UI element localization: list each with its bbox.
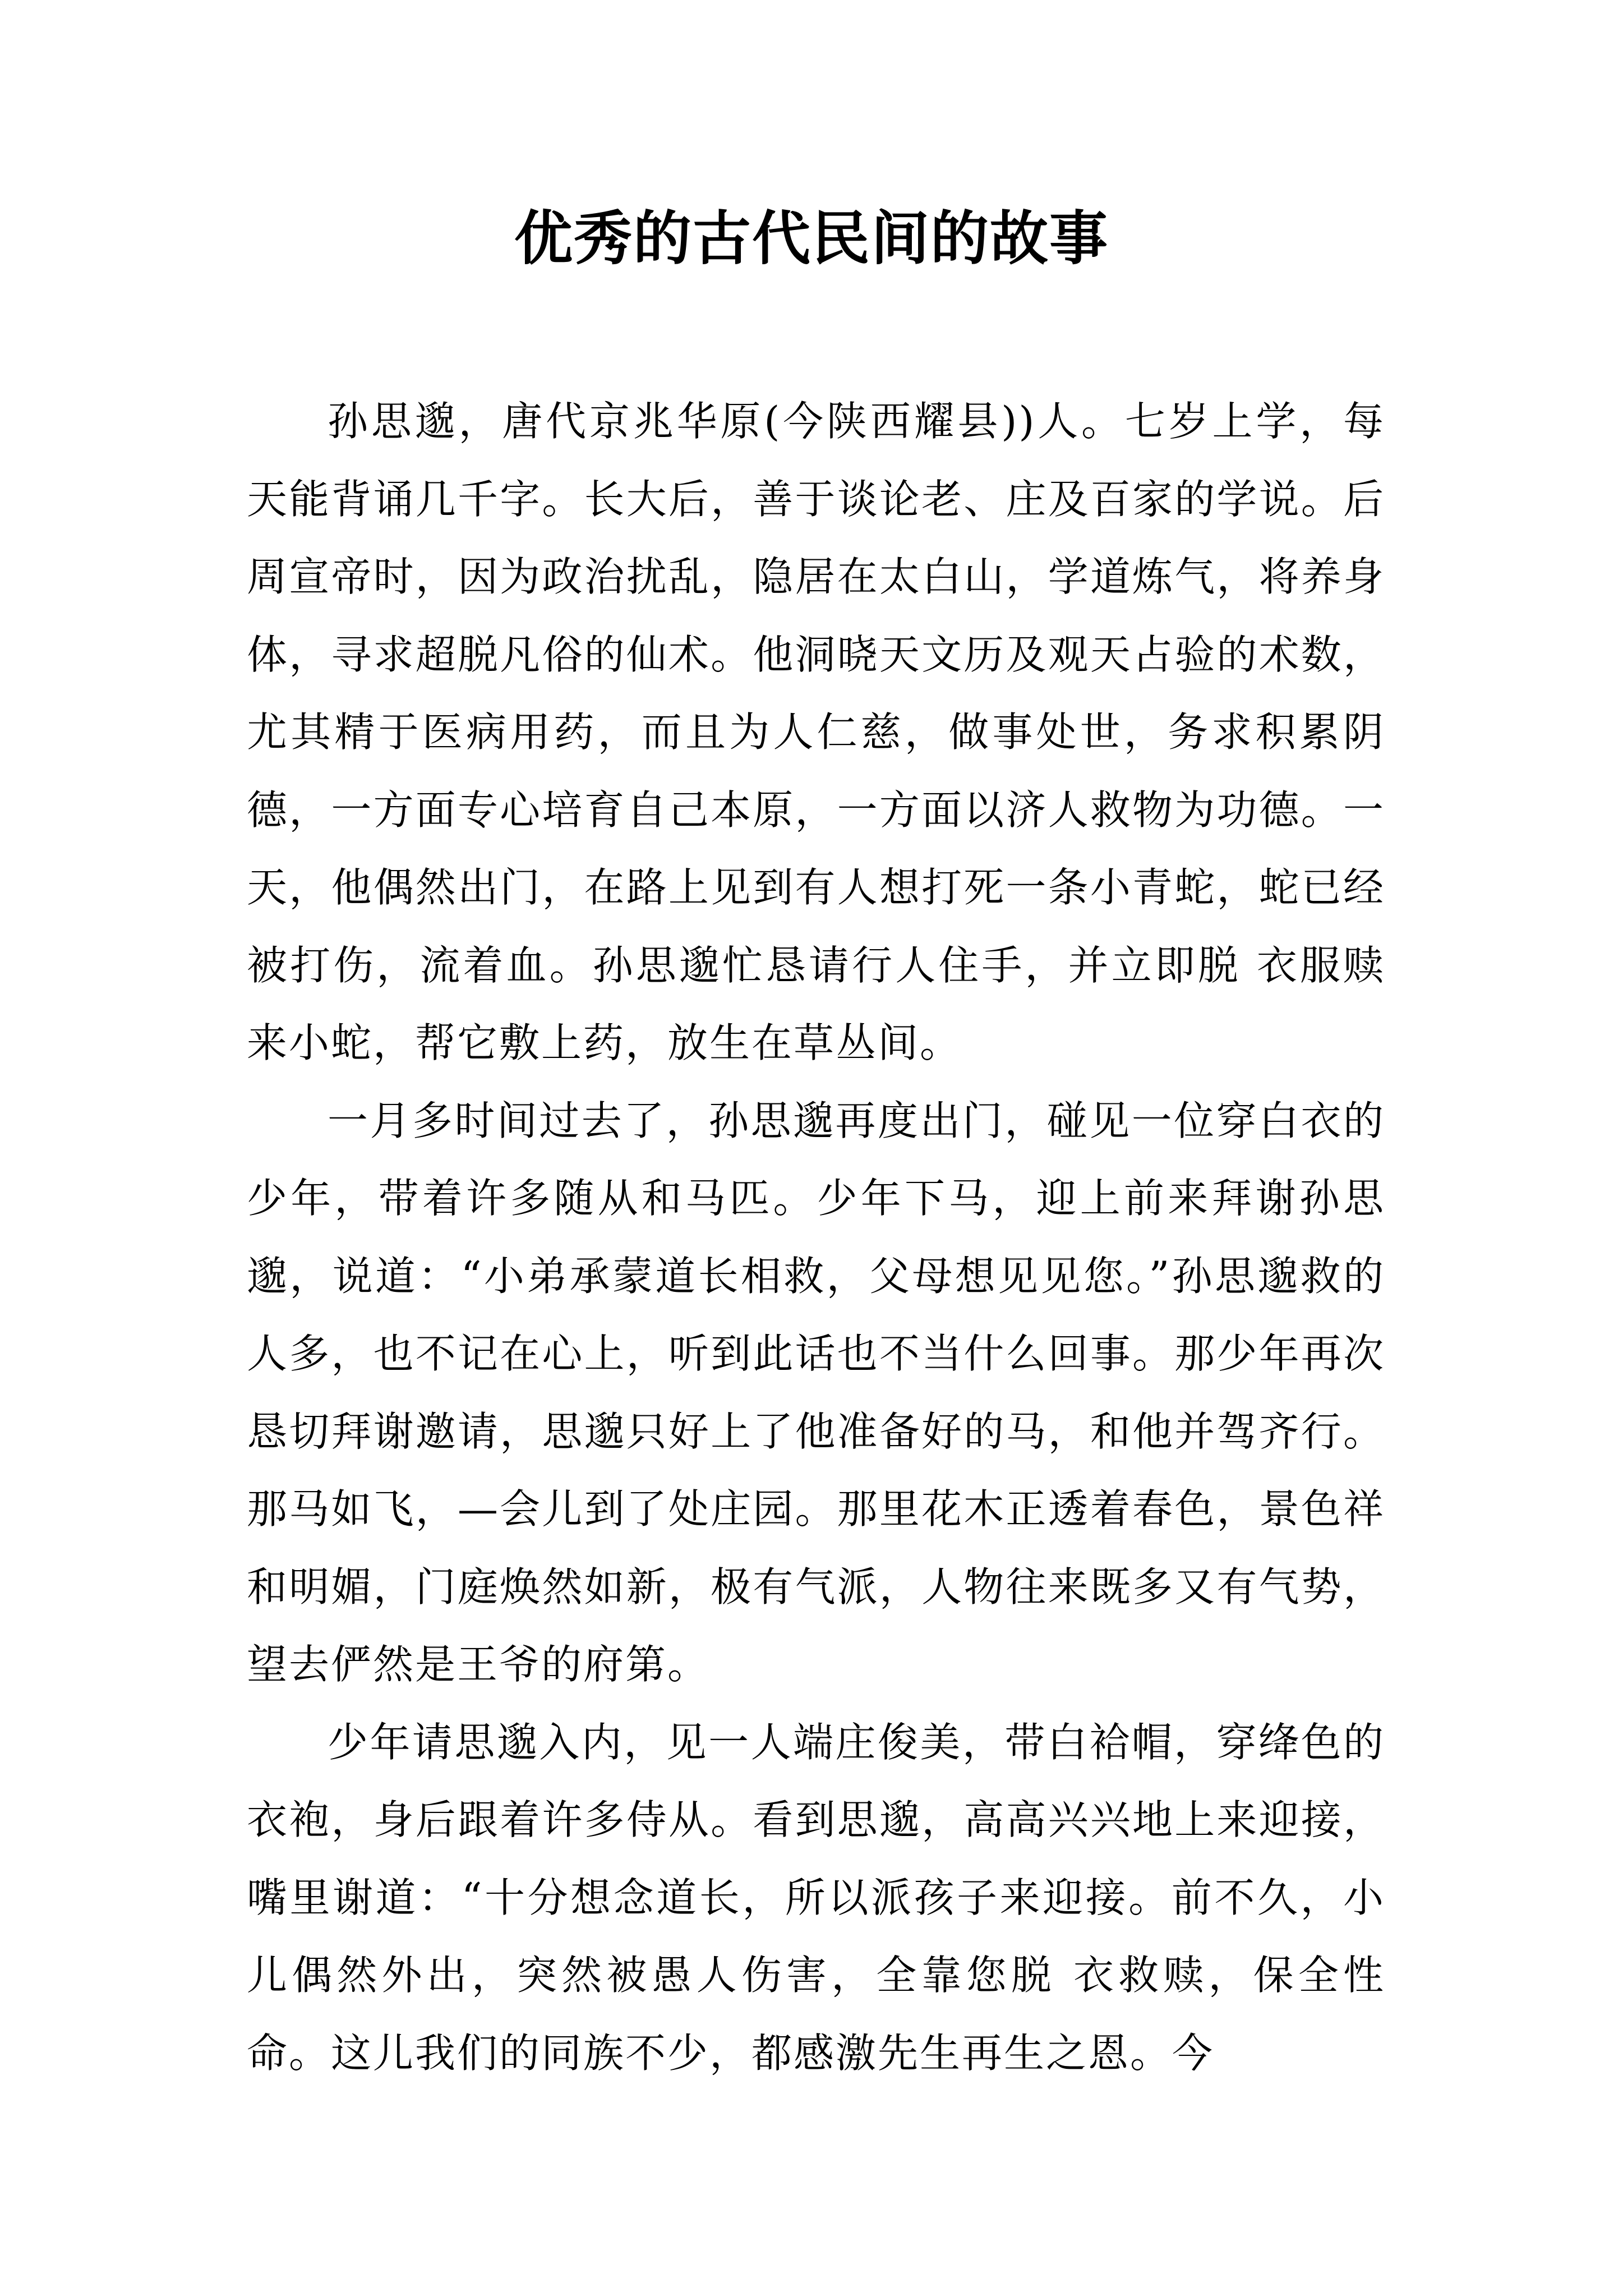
paragraph-1: 孙思邈，唐代京兆华原(今陕西耀县))人。七岁上学，每天能背诵几千字。长大后，善于谈论老、庄及百家的学说。后周宣帝时，因为政治扰乱，隐居在太白山，学道炼气，将养身体，寻求超脱凡俗的仙术。他洞晓天文历及观天占验的术数，尤其精于医病用药，而且为人仁慈，做事处世，务求积累阴德，一方面专心培育自己本原，一方面以济人救物为功德。一天，他偶然出门，在路上见到有人想打死一条小青蛇，蛇已经被打伤，流着血。孙思邈忙恳请行人住手，并立即脱 衣服赎来小蛇，帮它敷上药，放生在草丛间。 bbox=[247, 398, 1385, 1066]
document-title: 优秀的古代民间的故事 bbox=[514, 204, 1109, 273]
paragraph-3: 少年请思邈入内，见一人端庄俊美，带白袷帽，穿绛色的衣袍，身后跟着许多侍从。看到思邈，高高兴兴地上来迎接，嘴里谢道：“十分想念道长，所以派孩子来迎接。前不久，小儿偶然外出，突然被愚人伤害，全靠您脱 衣救赎，保全性命。这儿我们的同族不少，都感激先生再生之恩。今 bbox=[247, 1718, 1385, 2077]
paragraph-2: 一月多时间过去了，孙思邈再度出门，碰见一位穿白衣的少年，带着许多随从和马匹。少年下马，迎上前来拜谢孙思邈，说道：“小弟承蒙道长相救，父母想见见您。”孙思邈救的人多，也不记在心上，听到此话也不当什么回事。那少年再次恳切拜谢邀请，思邈只好上了他准备好的马，和他并驾齐行。那马如飞，—会儿到了处庄园。那里花木正透着春色，景色祥和明媚，门庭焕然如新，极有气派，人物往来既多又有气势，望去俨然是王爷的府第。 bbox=[247, 1097, 1385, 1688]
document-body bbox=[247, 383, 1385, 2092]
